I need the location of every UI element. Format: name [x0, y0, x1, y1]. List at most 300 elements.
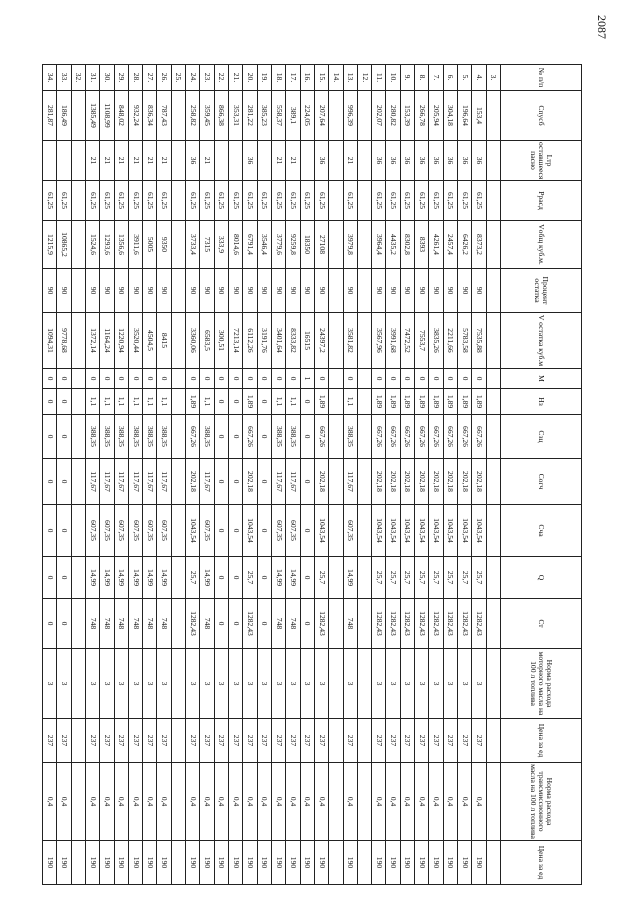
- table-cell: 1282,43: [429, 599, 443, 649]
- table-cell: 207,64: [314, 91, 328, 141]
- table-cell: 1215,9: [43, 221, 57, 269]
- table-cell: 0: [229, 505, 243, 557]
- table-cell: 0: [43, 415, 57, 459]
- table-cell: 15.: [314, 65, 328, 91]
- table-row: [57, 65, 71, 885]
- table-cell: 1220,94: [114, 313, 128, 369]
- column-header: Нз: [501, 389, 582, 415]
- table-cell: 0: [314, 369, 328, 389]
- table-cell: [57, 141, 71, 181]
- table-cell: 0: [114, 369, 128, 389]
- table-cell: 237: [114, 719, 128, 763]
- table-cell: 0,4: [143, 763, 157, 841]
- table-cell: 14,99: [343, 557, 357, 599]
- table-cell: 61,25: [85, 181, 99, 221]
- table-cell: [486, 763, 500, 841]
- table-cell: 190: [472, 841, 486, 885]
- table-cell: 237: [143, 719, 157, 763]
- table-cell: [71, 221, 85, 269]
- table-cell: 7315: [200, 221, 214, 269]
- table-cell: 1043,54: [472, 505, 486, 557]
- table-cell: 8302,8: [400, 221, 414, 269]
- table-cell: 23.: [200, 65, 214, 91]
- table-cell: [171, 369, 185, 389]
- table-cell: 36: [443, 141, 457, 181]
- table-cell: 237: [243, 719, 257, 763]
- table-cell: 388,35: [343, 415, 357, 459]
- table-row: [286, 65, 300, 885]
- table-cell: 190: [386, 841, 400, 885]
- table-cell: 90: [114, 269, 128, 313]
- column-header: Сзц: [501, 415, 582, 459]
- table-cell: 61,25: [128, 181, 142, 221]
- table-cell: 24397,2: [314, 313, 328, 369]
- table-cell: 153,39: [400, 91, 414, 141]
- table-cell: 90: [128, 269, 142, 313]
- table-cell: 36: [472, 141, 486, 181]
- table-cell: 24.: [186, 65, 200, 91]
- table-cell: 0,4: [472, 763, 486, 841]
- table-cell: 1,89: [458, 389, 472, 415]
- table-cell: 667,26: [372, 415, 386, 459]
- table-cell: 36: [386, 141, 400, 181]
- table-cell: 607,35: [128, 505, 142, 557]
- table-cell: 90: [100, 269, 114, 313]
- table-cell: 3: [57, 649, 71, 719]
- table-cell: [357, 141, 371, 181]
- table-cell: 0,4: [429, 763, 443, 841]
- table-cell: 3733,4: [186, 221, 200, 269]
- table-cell: 748: [157, 599, 171, 649]
- table-cell: 607,35: [100, 505, 114, 557]
- table-cell: [486, 719, 500, 763]
- table-cell: 0: [415, 369, 429, 389]
- table-cell: 667,26: [429, 415, 443, 459]
- table-cell: 14,99: [286, 557, 300, 599]
- table-cell: 21: [343, 141, 357, 181]
- table-cell: 1,1: [114, 389, 128, 415]
- table-cell: 667,26: [415, 415, 429, 459]
- table-cell: 26.: [157, 65, 171, 91]
- table-cell: 0: [229, 599, 243, 649]
- table-cell: 90: [186, 269, 200, 313]
- table-cell: 0: [57, 369, 71, 389]
- table-cell: 3: [386, 649, 400, 719]
- table-cell: [171, 719, 185, 763]
- table-cell: 0: [157, 369, 171, 389]
- table-cell: 36: [415, 141, 429, 181]
- table-cell: 14,99: [157, 557, 171, 599]
- table-cell: 1108,99: [100, 91, 114, 141]
- table-cell: 1,89: [314, 389, 328, 415]
- table-row: [415, 65, 429, 885]
- table-cell: [329, 389, 343, 415]
- table-cell: 6426,2: [458, 221, 472, 269]
- table-cell: 0: [372, 369, 386, 389]
- table-cell: 0,4: [443, 763, 457, 841]
- table-cell: 9.: [400, 65, 414, 91]
- table-cell: [357, 389, 371, 415]
- table-cell: 117,67: [272, 459, 286, 505]
- table-cell: 21: [200, 141, 214, 181]
- table-row: [214, 65, 228, 885]
- table-cell: 0: [257, 557, 271, 599]
- table-cell: 25,7: [443, 557, 457, 599]
- table-cell: 202,18: [372, 459, 386, 505]
- table-cell: 3: [300, 649, 314, 719]
- table-row: [458, 65, 472, 885]
- table-cell: 0: [300, 459, 314, 505]
- table-cell: 0,4: [286, 763, 300, 841]
- table-cell: 237: [343, 719, 357, 763]
- table-cell: 196,64: [458, 91, 472, 141]
- table-cell: 1,1: [143, 389, 157, 415]
- table-cell: 117,67: [100, 459, 114, 505]
- table-cell: 3581,82: [343, 313, 357, 369]
- table-cell: 61,25: [286, 181, 300, 221]
- table-cell: 0: [43, 459, 57, 505]
- table-cell: [357, 599, 371, 649]
- table-cell: 748: [143, 599, 157, 649]
- table-cell: 1282,43: [458, 599, 472, 649]
- table-cell: 1043,54: [186, 505, 200, 557]
- table-cell: 388,35: [85, 415, 99, 459]
- table-cell: 202,18: [314, 459, 328, 505]
- table-cell: 607,35: [157, 505, 171, 557]
- table-cell: 0,4: [415, 763, 429, 841]
- table-cell: [71, 415, 85, 459]
- table-cell: 1282,43: [372, 599, 386, 649]
- table-cell: 0: [458, 369, 472, 389]
- table-cell: [357, 415, 371, 459]
- table-cell: 25,7: [243, 557, 257, 599]
- table-cell: 0: [257, 389, 271, 415]
- table-row: [143, 65, 157, 885]
- page-number: 2087: [595, 15, 609, 39]
- table-header: [501, 65, 582, 885]
- table-cell: 25,7: [415, 557, 429, 599]
- table-cell: [329, 763, 343, 841]
- table-cell: 117,67: [114, 459, 128, 505]
- table-cell: 8373,2: [472, 221, 486, 269]
- table-cell: 237: [400, 719, 414, 763]
- table-cell: 27.: [143, 65, 157, 91]
- table-cell: 117,67: [157, 459, 171, 505]
- table-cell: 190: [343, 841, 357, 885]
- table-cell: [229, 141, 243, 181]
- table-cell: 1,1: [343, 389, 357, 415]
- table-cell: 0: [229, 369, 243, 389]
- table-cell: 0: [57, 389, 71, 415]
- table-cell: 3: [400, 649, 414, 719]
- table-cell: 1094,31: [43, 313, 57, 369]
- table-cell: 748: [272, 599, 286, 649]
- table-cell: 61,25: [214, 181, 228, 221]
- column-header: Согч: [501, 459, 582, 505]
- table-cell: 90: [229, 269, 243, 313]
- table-row: [157, 65, 171, 885]
- table-cell: 0: [257, 505, 271, 557]
- table-cell: 190: [100, 841, 114, 885]
- table-cell: 3991,68: [386, 313, 400, 369]
- table-cell: [71, 389, 85, 415]
- table-cell: 36: [372, 141, 386, 181]
- table-cell: 3: [443, 649, 457, 719]
- column-header: Ст: [501, 599, 582, 649]
- table-cell: [329, 369, 343, 389]
- table-cell: 1282,43: [400, 599, 414, 649]
- table-cell: 388,35: [100, 415, 114, 459]
- table-cell: 61,25: [400, 181, 414, 221]
- table-cell: 0: [229, 459, 243, 505]
- table-cell: 0: [128, 369, 142, 389]
- table-cell: 29.: [114, 65, 128, 91]
- table-cell: 3191,76: [257, 313, 271, 369]
- table-cell: 0: [257, 415, 271, 459]
- table-cell: 21: [114, 141, 128, 181]
- table-cell: 237: [472, 719, 486, 763]
- table-row: [400, 65, 414, 885]
- table-cell: 7535,88: [472, 313, 486, 369]
- table-cell: 117,67: [143, 459, 157, 505]
- table-cell: 607,35: [114, 505, 128, 557]
- table-cell: 3: [458, 649, 472, 719]
- table-cell: 190: [443, 841, 457, 885]
- table-cell: 190: [43, 841, 57, 885]
- table-cell: 36: [429, 141, 443, 181]
- table-cell: 25,7: [386, 557, 400, 599]
- table-cell: 11.: [372, 65, 386, 91]
- table-cell: 0,4: [43, 763, 57, 841]
- table-cell: 3779,6: [272, 221, 286, 269]
- table-cell: 667,26: [243, 415, 257, 459]
- table-cell: 90: [157, 269, 171, 313]
- table-cell: 0,4: [114, 763, 128, 841]
- table-cell: 0: [43, 369, 57, 389]
- table-cell: 90: [257, 269, 271, 313]
- table-cell: [171, 91, 185, 141]
- table-cell: 667,26: [443, 415, 457, 459]
- table-cell: 0: [343, 369, 357, 389]
- table-cell: 0: [386, 369, 400, 389]
- table-cell: 8393: [415, 221, 429, 269]
- table-cell: 25,7: [429, 557, 443, 599]
- table-cell: 61,25: [143, 181, 157, 221]
- table-cell: 3: [43, 649, 57, 719]
- table-cell: 202,18: [186, 459, 200, 505]
- table-cell: 748: [343, 599, 357, 649]
- table-cell: 748: [286, 599, 300, 649]
- table-cell: 117,67: [85, 459, 99, 505]
- table-row: [357, 65, 371, 885]
- table-cell: 0: [214, 557, 228, 599]
- table-cell: 25,7: [458, 557, 472, 599]
- table-cell: 1043,54: [243, 505, 257, 557]
- table-cell: 190: [57, 841, 71, 885]
- table-cell: [486, 415, 500, 459]
- table-cell: 1282,43: [314, 599, 328, 649]
- table-cell: 3: [85, 649, 99, 719]
- table-cell: [71, 719, 85, 763]
- table-cell: 0: [85, 369, 99, 389]
- table-cell: 61,25: [114, 181, 128, 221]
- table-cell: 205,94: [429, 91, 443, 141]
- table-cell: 0: [300, 599, 314, 649]
- table-cell: 90: [57, 269, 71, 313]
- table-cell: 7.: [429, 65, 443, 91]
- table-cell: 3: [186, 649, 200, 719]
- table-cell: 21: [143, 141, 157, 181]
- column-header: Ррасд: [501, 181, 582, 221]
- table-cell: 90: [458, 269, 472, 313]
- table-cell: 388,35: [128, 415, 142, 459]
- table-cell: 304,18: [443, 91, 457, 141]
- table-cell: 3: [343, 649, 357, 719]
- table-cell: 21: [272, 141, 286, 181]
- table-cell: [357, 221, 371, 269]
- table-cell: 0: [214, 415, 228, 459]
- table-cell: 0,4: [372, 763, 386, 841]
- table-cell: 1293,6: [100, 221, 114, 269]
- table-cell: 237: [286, 719, 300, 763]
- table-cell: 61,25: [229, 181, 243, 221]
- table-cell: 1,1: [85, 389, 99, 415]
- table-cell: 202,18: [429, 459, 443, 505]
- table-cell: 190: [229, 841, 243, 885]
- table-cell: 0: [43, 505, 57, 557]
- table-cell: 0,4: [85, 763, 99, 841]
- table-cell: [486, 91, 500, 141]
- table-cell: 17.: [286, 65, 300, 91]
- table-cell: [171, 557, 185, 599]
- table-cell: 237: [458, 719, 472, 763]
- table-cell: 2211,66: [443, 313, 457, 369]
- table-cell: 237: [43, 719, 57, 763]
- table-cell: 21: [157, 141, 171, 181]
- table-cell: 237: [386, 719, 400, 763]
- table-cell: 0: [243, 369, 257, 389]
- table-cell: 224,05: [300, 91, 314, 141]
- table-cell: 1282,43: [415, 599, 429, 649]
- table-cell: 202,07: [372, 91, 386, 141]
- table-cell: 0: [214, 505, 228, 557]
- table-cell: 385,23: [257, 91, 271, 141]
- table-cell: 359,45: [200, 91, 214, 141]
- table-cell: 90: [300, 269, 314, 313]
- table-cell: 1,1: [272, 389, 286, 415]
- table-row: [229, 65, 243, 885]
- table-cell: 388,35: [157, 415, 171, 459]
- table-cell: 36: [243, 141, 257, 181]
- table-cell: 3401,64: [272, 313, 286, 369]
- table-row: [272, 65, 286, 885]
- table-cell: [329, 459, 343, 505]
- table-cell: 90: [43, 269, 57, 313]
- table-cell: 0: [200, 369, 214, 389]
- table-cell: 7553,7: [415, 313, 429, 369]
- table-cell: 61,25: [100, 181, 114, 221]
- table-cell: 0: [300, 557, 314, 599]
- table-cell: 190: [214, 841, 228, 885]
- table-cell: [329, 649, 343, 719]
- table-row: [429, 65, 443, 885]
- table-cell: 0: [257, 459, 271, 505]
- table-cell: 1,89: [443, 389, 457, 415]
- table-cell: 836,34: [143, 91, 157, 141]
- table-cell: 0: [300, 415, 314, 459]
- table-row: [114, 65, 128, 885]
- table-cell: [214, 141, 228, 181]
- table-cell: 0: [300, 505, 314, 557]
- table-row: [43, 65, 57, 885]
- column-header: Q: [501, 557, 582, 599]
- table-cell: [171, 763, 185, 841]
- table-cell: 237: [372, 719, 386, 763]
- table-cell: 0,4: [214, 763, 228, 841]
- table-cell: 787,43: [157, 91, 171, 141]
- table-cell: 3911,6: [128, 221, 142, 269]
- table-row: [300, 65, 314, 885]
- table-container: [42, 64, 582, 884]
- table-cell: 333,9: [214, 221, 228, 269]
- table-cell: 237: [100, 719, 114, 763]
- table-cell: 90: [343, 269, 357, 313]
- table-cell: 1043,54: [458, 505, 472, 557]
- table-cell: [329, 599, 343, 649]
- table-cell: 0: [43, 599, 57, 649]
- table-cell: 22.: [214, 65, 228, 91]
- table-cell: 36: [458, 141, 472, 181]
- table-cell: [357, 763, 371, 841]
- table-cell: 1385,49: [85, 91, 99, 141]
- table-cell: [357, 181, 371, 221]
- table-cell: 0: [57, 505, 71, 557]
- table-cell: 0: [286, 369, 300, 389]
- table-cell: 61,25: [415, 181, 429, 221]
- table-cell: 1043,54: [372, 505, 386, 557]
- table-cell: 14.: [329, 65, 343, 91]
- table-cell: 1043,54: [400, 505, 414, 557]
- table-row: [386, 65, 400, 885]
- table-cell: [300, 141, 314, 181]
- table-cell: 5005: [143, 221, 157, 269]
- table-cell: 0,4: [300, 763, 314, 841]
- table-cell: 10865,2: [57, 221, 71, 269]
- table-cell: 0,4: [386, 763, 400, 841]
- table-cell: 748: [200, 599, 214, 649]
- table-cell: 4435,2: [386, 221, 400, 269]
- table-cell: 607,35: [343, 505, 357, 557]
- table-cell: 61,25: [429, 181, 443, 221]
- column-header: Cпусб: [501, 91, 582, 141]
- table-cell: 61,25: [443, 181, 457, 221]
- table-cell: 0: [57, 599, 71, 649]
- table-cell: [329, 141, 343, 181]
- table-cell: [486, 505, 500, 557]
- table-row: [71, 65, 85, 885]
- table-cell: 30.: [100, 65, 114, 91]
- table-cell: 90: [314, 269, 328, 313]
- table-cell: [171, 459, 185, 505]
- table-cell: [486, 313, 500, 369]
- table-cell: [71, 369, 85, 389]
- table-cell: [171, 649, 185, 719]
- table-cell: 237: [85, 719, 99, 763]
- table-cell: 90: [243, 269, 257, 313]
- table-cell: 3: [157, 649, 171, 719]
- table-cell: 1,89: [472, 389, 486, 415]
- table-cell: 202,18: [443, 459, 457, 505]
